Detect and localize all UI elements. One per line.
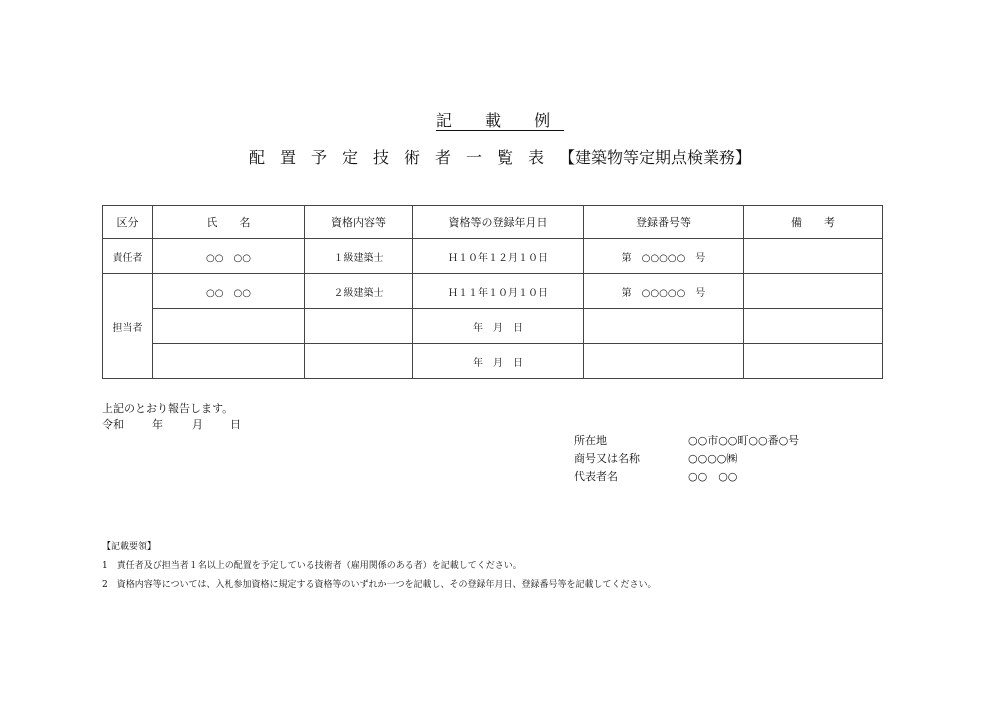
cell-name: ○○ ○○ xyxy=(153,274,305,309)
representative-value: ○○ ○○ xyxy=(688,470,738,483)
representative-label: 代表者名 xyxy=(574,470,618,483)
document-title-text: 記 載 例 xyxy=(435,111,565,130)
header-category: 区分 xyxy=(103,206,153,239)
subtitle-main: 配置予定技術者一覧表 xyxy=(248,148,559,167)
cell-number xyxy=(584,309,744,344)
table-row xyxy=(103,344,883,379)
header-name: 氏 名 xyxy=(153,206,305,239)
cell-remarks xyxy=(744,344,883,379)
header-qualification: 資格内容等 xyxy=(305,206,413,239)
address-label: 所在地 xyxy=(574,434,607,447)
cell-name xyxy=(153,344,305,379)
table-row xyxy=(103,309,883,344)
date-day: 日 xyxy=(230,418,241,431)
staff-table xyxy=(102,205,883,379)
company-label: 商号又は名称 xyxy=(574,452,640,465)
date-year: 年 xyxy=(152,418,163,431)
header-registration-number: 登録番号等 xyxy=(584,206,744,239)
cell-number xyxy=(584,344,744,379)
table-row xyxy=(103,239,883,274)
company-value: ○○○○㈱ xyxy=(688,452,738,465)
address-value: ○○市○○町○○番○号 xyxy=(688,434,800,447)
cell-number: 第 ○○○○○ 号 xyxy=(584,274,744,309)
report-statement: 上記のとおり報告します。 xyxy=(102,402,234,415)
cell-name xyxy=(153,309,305,344)
cell-qualification xyxy=(305,344,413,379)
cell-name: ○○ ○○ xyxy=(153,239,305,274)
date-month: 月 xyxy=(192,418,203,431)
table-row xyxy=(103,274,883,309)
cell-category: 担当者 xyxy=(103,274,153,379)
instructions xyxy=(102,538,657,595)
table-header-row xyxy=(103,206,883,239)
subtitle-bracket: 【建築物等定期点検業務】 xyxy=(559,148,752,167)
report-date xyxy=(102,416,241,432)
header-registration-date: 資格等の登録年月日 xyxy=(413,206,584,239)
cell-date: 年 月 日 xyxy=(413,344,584,379)
cell-qualification xyxy=(305,309,413,344)
instructions-heading: 【記載要領】 xyxy=(102,542,157,552)
instruction-item: 1 責任者及び担当者１名以上の配置を予定している技術者（雇用関係のある者）を記載してください。 xyxy=(102,561,522,571)
cell-date: 年 月 日 xyxy=(413,309,584,344)
cell-number: 第 ○○○○○ 号 xyxy=(584,239,744,274)
cell-qualification: １級建築士 xyxy=(305,239,413,274)
cell-category: 責任者 xyxy=(103,239,153,274)
cell-remarks xyxy=(744,274,883,309)
date-era: 令和 xyxy=(102,418,124,431)
cell-remarks xyxy=(744,239,883,274)
cell-date: Ｈ１１年１０月１０日 xyxy=(413,274,584,309)
cell-remarks xyxy=(744,309,883,344)
document-title xyxy=(0,108,1000,131)
cell-qualification: ２級建築士 xyxy=(305,274,413,309)
instruction-item: 2 資格内容等については、入札参加資格に規定する資格等のいずれか一つを記載し、その登録年月日、登録番号等を記載してください。 xyxy=(102,580,657,590)
document-subtitle xyxy=(0,145,1000,168)
cell-date: Ｈ１０年１２月１０日 xyxy=(413,239,584,274)
header-remarks: 備 考 xyxy=(744,206,883,239)
